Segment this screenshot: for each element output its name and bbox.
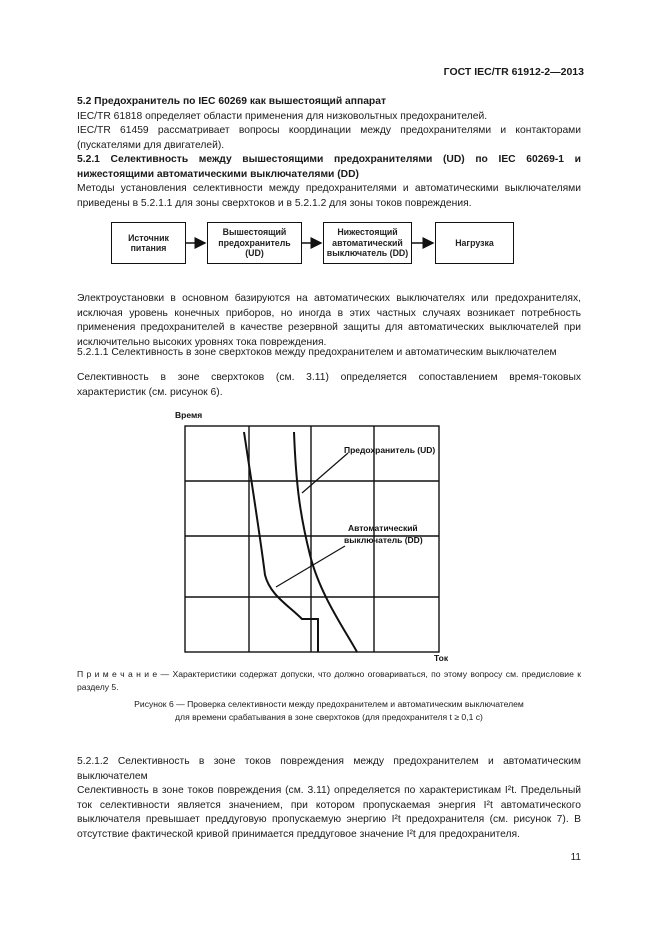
section-5-2-1-1-p1: Селективность в зоне сверхтоков (см. 3.11) определяется сопоставлением время-токовых характеристик (см. рисунок 6). xyxy=(77,372,581,398)
section-5-2-1-p1: Методы установления селективности между предохранителями и автоматическими выключателями приведены в 5.2.1.1 для зоны сверхтоков и в 5.2.1.2 для зоны токов повреждения. xyxy=(77,183,581,209)
section-5-2-p2: IEC/TR 61459 рассматривает вопросы координации между предохранителями и контакторами (пускателями для двигателей). xyxy=(77,125,581,151)
diagram-box-load-label: Нагрузка xyxy=(455,237,494,248)
diagram-arrows xyxy=(0,0,661,300)
page-number: 11 xyxy=(570,852,581,863)
diagram-box-source-label: Источник питания xyxy=(128,232,169,253)
figure-6-chart xyxy=(170,405,470,665)
section-5-2-1-2-title: 5.2.1.2 Селективность в зоне токов повреждения между предохранителем и автоматическим выключателем xyxy=(77,756,581,782)
breaker-label-line1: Автоматический xyxy=(348,523,418,533)
paragraph-installations: Электроустановки в основном базируются на автоматических выключателях или предохранителях, исключая уровень конечных приборов, но иногда в этих частных случаях возникает потребность применения предохранителей в качестве резервной защиты для автоматических выключателей при исключительно высоких уровнях тока повреждения. xyxy=(77,293,581,348)
section-5-2-title: 5.2 Предохранитель по IEC 60269 как вышестоящий аппарат xyxy=(77,96,386,107)
figure-6-caption-line1: Рисунок 6 — Проверка селективности между предохранителем и автоматическим выключателем xyxy=(134,699,524,709)
section-5-2-1-2-p1: Селективность в зоне токов повреждения (см. 3.11) определяется по характеристикам I²t. Предельный ток селективности является значением, при котором пропускаемая энергия I²t автоматического выключателя превышает преддуговую пропускаемую энергию I²t предохранителя (см. рисунок 7). В отсутствие фактической кривой принимается преддуговое значение I²t для предохранителя. xyxy=(77,785,581,840)
section-5-2-1-title: 5.2.1 Селективность между вышестоящими предохранителями (UD) по IEC 60269-1 и нижестоящими автоматическими выключателями (DD) xyxy=(77,154,581,180)
note-prefix: П р и м е ч а н и е xyxy=(77,669,158,679)
diagram-box-upstream-label: Вышестоящий предохранитель (UD) xyxy=(218,227,291,259)
figure-6-caption-line2: для времени срабатывания в зоне сверхтоков (для предохранителя t ≥ 0,1 с) xyxy=(175,712,483,722)
figure-6-note xyxy=(77,668,581,694)
note-text: — Характеристики содержат допуски, что должно оговариваться, по этому вопросу см. предисловие к разделу 5. xyxy=(77,669,582,692)
figure-6-x-axis-label: Ток xyxy=(434,653,449,663)
figure-6-y-axis-label: Время xyxy=(175,410,203,420)
section-5-2-1-1-title: 5.2.1.1 Селективность в зоне сверхтоков между предохранителем и автоматическим выключателем xyxy=(77,347,557,358)
section-5-2-p1: IEC/TR 61818 определяет области применения для низковольтных предохранителей. xyxy=(77,111,488,122)
document-header: ГОСТ IEC/TR 61912-2—2013 xyxy=(443,66,584,78)
fuse-label: Предохранитель (UD) xyxy=(344,445,436,455)
breaker-label-line2: выключатель (DD) xyxy=(344,535,423,545)
fuse-label-leader xyxy=(302,453,348,493)
diagram-box-downstream-label: Нижестоящий автоматический выключатель (DD) xyxy=(326,227,409,259)
